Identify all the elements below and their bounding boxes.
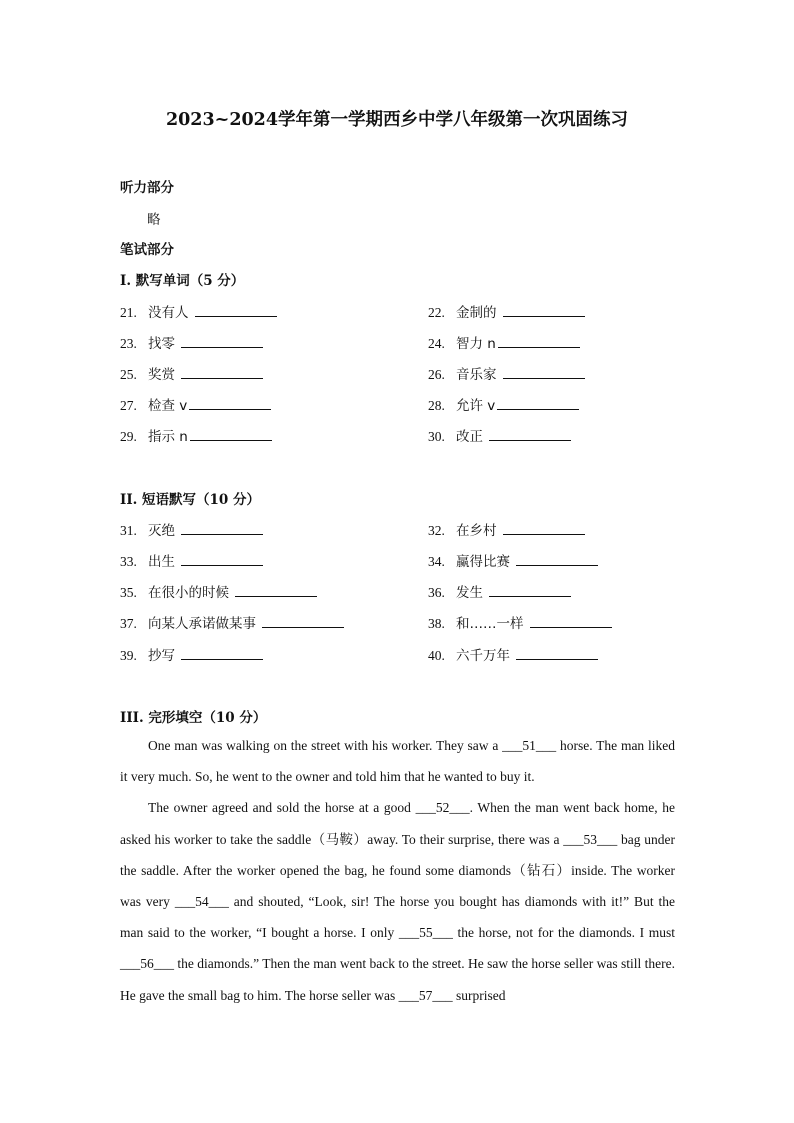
- vocab-item: [428, 363, 585, 383]
- answer-blank[interactable]: [497, 395, 579, 410]
- vocab-row: [0, 363, 794, 385]
- phrase-row: [0, 612, 794, 634]
- phrase-item: [428, 644, 598, 664]
- item-number: 25.: [120, 367, 137, 382]
- cloze-passage: [120, 730, 675, 1011]
- vocab-row: [0, 425, 794, 447]
- answer-blank[interactable]: [498, 333, 580, 348]
- phrase-row: [0, 644, 794, 666]
- item-number: 29.: [120, 429, 137, 444]
- item-prompt: 检查 v: [148, 398, 188, 414]
- answer-blank[interactable]: [189, 395, 271, 410]
- item-number: 35.: [120, 585, 137, 600]
- item-prompt: 和……一样: [456, 616, 524, 632]
- phrase-row: [0, 519, 794, 541]
- item-prompt: 指示 n: [148, 429, 188, 445]
- phrase-row: [0, 550, 794, 572]
- section3-heading: III. 完形填空（10 分）: [120, 710, 267, 726]
- vocab-item: [120, 394, 271, 414]
- phrase-item: [428, 612, 612, 632]
- item-number: 32.: [428, 523, 445, 538]
- item-number: 34.: [428, 554, 445, 569]
- answer-blank[interactable]: [181, 333, 263, 348]
- answer-blank[interactable]: [190, 426, 272, 441]
- phrase-item: [428, 550, 598, 570]
- answer-blank[interactable]: [181, 364, 263, 379]
- item-prompt: 在乡村: [456, 523, 497, 539]
- passage-paragraph: One man was walking on the street with his worker. They saw a ___51___ horse. The man liked it very much. So, he went to the owner and told him that he wanted to buy it.: [120, 738, 675, 785]
- vocab-item: [428, 394, 579, 414]
- vocab-item: [428, 332, 580, 352]
- vocab-item: [428, 301, 585, 321]
- vocab-item: [120, 425, 272, 445]
- item-number: 39.: [120, 648, 137, 663]
- written-heading: 笔试部分: [120, 242, 174, 258]
- page-title: 2023~2024学年第一学期西乡中学八年级第一次巩固练习: [165, 110, 629, 130]
- phrase-item: [428, 519, 585, 539]
- section1-heading: I. 默写单词（5 分）: [120, 273, 245, 289]
- item-prompt: 抄写: [148, 648, 175, 664]
- answer-blank[interactable]: [516, 645, 598, 660]
- item-prompt: 发生: [456, 585, 483, 601]
- answer-blank[interactable]: [503, 302, 585, 317]
- listening-heading: 听力部分: [120, 180, 174, 196]
- vocab-item: [120, 332, 263, 352]
- item-prompt: 六千万年: [456, 648, 510, 664]
- vocab-item: [428, 425, 571, 445]
- listening-note: 略: [147, 212, 161, 228]
- item-prompt: 金制的: [456, 305, 497, 321]
- vocab-row: [0, 332, 794, 354]
- answer-blank[interactable]: [262, 613, 344, 628]
- item-prompt: 出生: [148, 554, 175, 570]
- item-prompt: 赢得比赛: [456, 554, 510, 570]
- vocab-row: [0, 301, 794, 323]
- item-prompt: 允许 v: [456, 398, 496, 414]
- item-number: 36.: [428, 585, 445, 600]
- item-number: 21.: [120, 305, 137, 320]
- item-number: 37.: [120, 616, 137, 631]
- item-prompt: 在很小的时候: [148, 585, 229, 601]
- section2-heading: II. 短语默写（10 分）: [120, 492, 261, 508]
- answer-blank[interactable]: [503, 364, 585, 379]
- phrase-item: [120, 612, 344, 632]
- answer-blank[interactable]: [181, 520, 263, 535]
- item-number: 24.: [428, 336, 445, 351]
- item-number: 30.: [428, 429, 445, 444]
- item-number: 22.: [428, 305, 445, 320]
- item-number: 38.: [428, 616, 445, 631]
- item-prompt: 找零: [148, 336, 175, 352]
- phrase-row: [0, 581, 794, 603]
- item-number: 23.: [120, 336, 137, 351]
- item-number: 28.: [428, 398, 445, 413]
- passage-paragraph: The owner agreed and sold the horse at a good ___52___. When the man went back home, he asked his worker to take the saddle（马鞍）away. To their surprise, there was a ___53___ bag under the saddle. After the worker opened the bag, he found some diamonds（钻石）inside. The worker was very ___54___ and shouted, “Look, sir! The horse you bought has diamonds with it!” But the man said to the worker, “I bought a horse. I only ___55___ the horse, not for the diamonds. I must ___56___ the diamonds.” Then the man went back to the street. He saw the horse seller was still there. He gave the small bag to him. The horse seller was ___57___ surprised: [120, 800, 675, 1003]
- phrase-item: [120, 519, 263, 539]
- answer-blank[interactable]: [235, 582, 317, 597]
- answer-blank[interactable]: [181, 645, 263, 660]
- answer-blank[interactable]: [516, 551, 598, 566]
- answer-blank[interactable]: [489, 582, 571, 597]
- item-prompt: 音乐家: [456, 367, 497, 383]
- answer-blank[interactable]: [181, 551, 263, 566]
- item-number: 27.: [120, 398, 137, 413]
- item-prompt: 奖赏: [148, 367, 175, 383]
- item-prompt: 没有人: [148, 305, 189, 321]
- item-prompt: 灭绝: [148, 523, 175, 539]
- item-number: 31.: [120, 523, 137, 538]
- item-prompt: 改正: [456, 429, 483, 445]
- vocab-row: [0, 394, 794, 416]
- vocab-item: [120, 363, 263, 383]
- item-prompt: 智力 n: [456, 336, 496, 352]
- phrase-item: [428, 581, 571, 601]
- answer-blank[interactable]: [195, 302, 277, 317]
- phrase-item: [120, 550, 263, 570]
- item-prompt: 向某人承诺做某事: [148, 616, 256, 632]
- answer-blank[interactable]: [489, 426, 571, 441]
- answer-blank[interactable]: [503, 520, 585, 535]
- vocab-item: [120, 301, 277, 321]
- phrase-item: [120, 644, 263, 664]
- item-number: 33.: [120, 554, 137, 569]
- item-number: 26.: [428, 367, 445, 382]
- phrase-item: [120, 581, 317, 601]
- answer-blank[interactable]: [530, 613, 612, 628]
- item-number: 40.: [428, 648, 445, 663]
